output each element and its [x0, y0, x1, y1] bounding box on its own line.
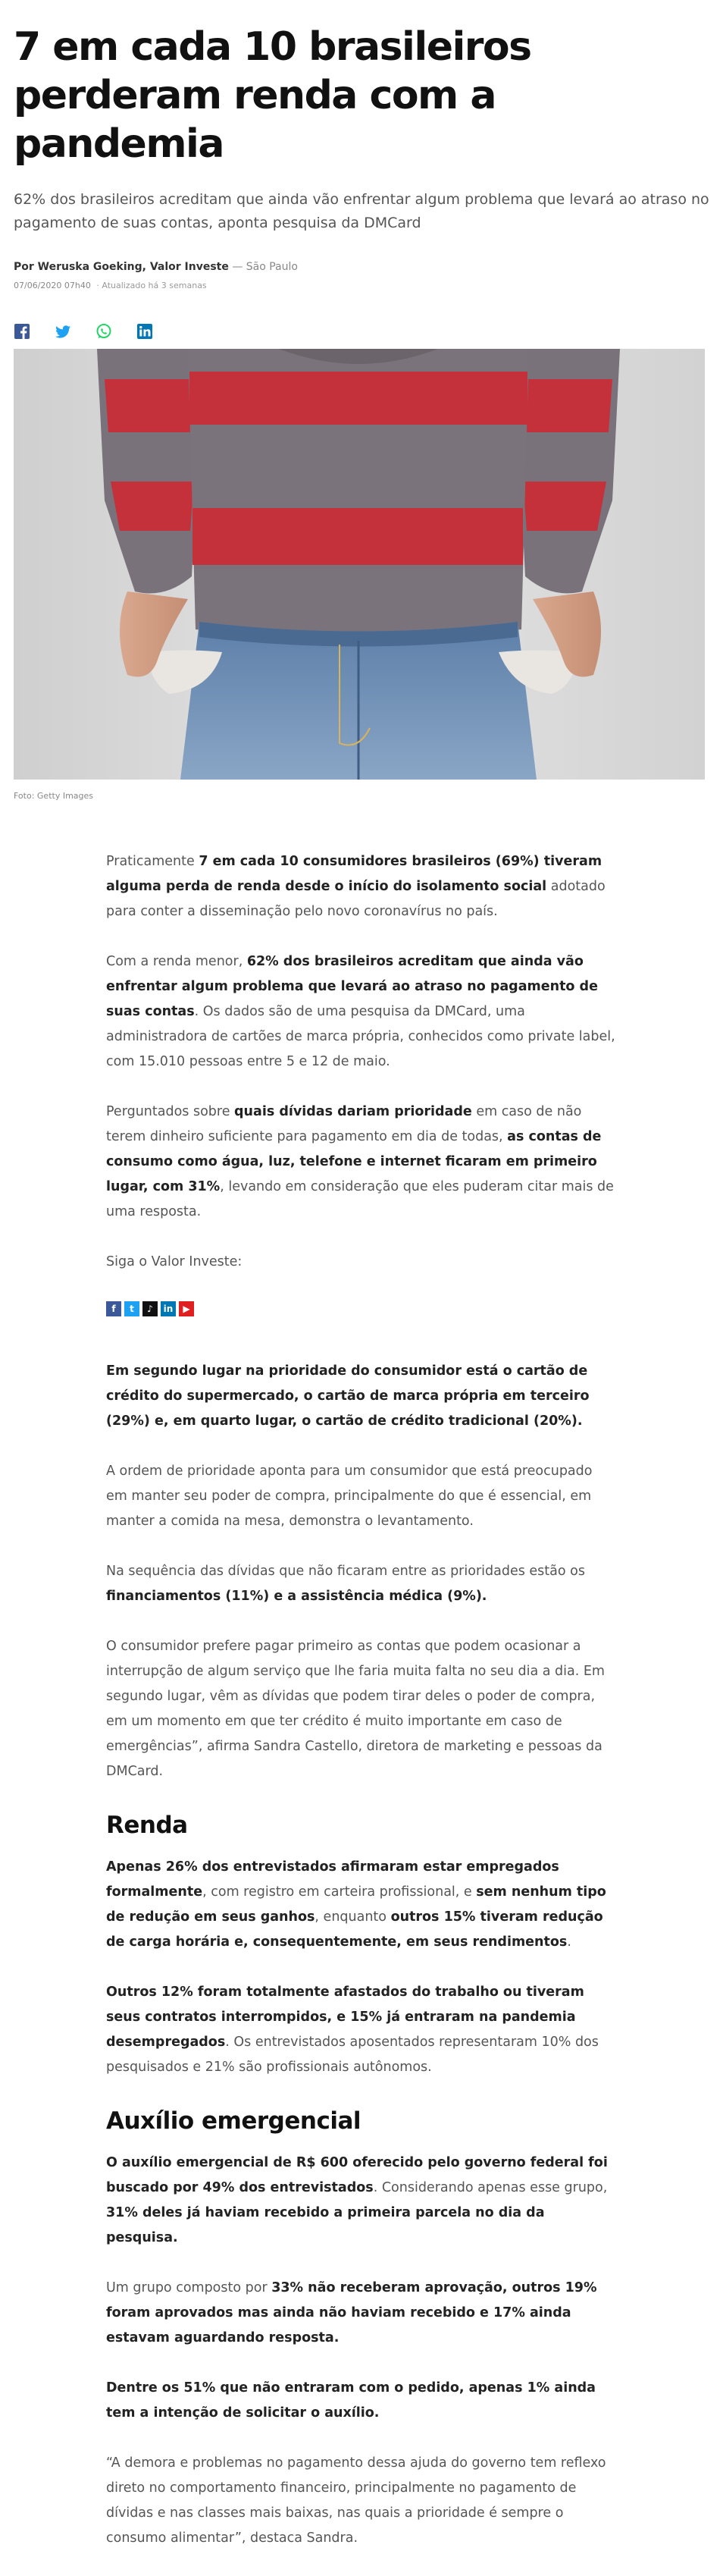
article-header — [0, 0, 723, 342]
text: . — [567, 1934, 571, 1950]
linkedin-icon[interactable]: in — [161, 1301, 176, 1316]
location: — São Paulo — [232, 261, 298, 273]
facebook-icon[interactable] — [14, 323, 30, 340]
highlight: outros 15% tiveram redução de carga horária e, consequentemente, em seus rendimentos — [106, 1909, 603, 1950]
photo-man-empty-pockets — [14, 349, 705, 780]
paragraph-1 — [106, 849, 615, 924]
highlight: financiamentos (11%) e a assistência médica (9%). — [106, 1589, 487, 1604]
twitter-icon[interactable] — [55, 323, 71, 340]
text: Um grupo composto por — [106, 2280, 272, 2295]
highlight: Outros 12% foram totalmente afastados do trabalho ou tiveram seus contratos interrompidos, e 15% já entraram na pandemia desempregados — [106, 1985, 584, 2050]
twitter-icon[interactable]: t — [124, 1301, 139, 1316]
paragraph-8 — [106, 1855, 615, 1955]
text: . Os entrevistados aposentados representaram 10% dos pesquisados e 21% são profissionais autônomos. — [106, 2035, 599, 2075]
whatsapp-icon[interactable] — [95, 323, 112, 340]
paragraph-3 — [106, 1100, 615, 1225]
tiktok-icon[interactable]: ♪ — [142, 1301, 158, 1316]
facebook-icon[interactable]: f — [106, 1301, 121, 1316]
paragraph-2 — [106, 949, 615, 1075]
article-body — [106, 849, 615, 2576]
text: Praticamente — [106, 854, 199, 869]
highlight: as contas de consumo como água, luz, telefone e internet ficaram em primeiro lugar, com 31% — [106, 1129, 602, 1194]
text: , levando em consideração que eles puderam citar mais de uma resposta. — [106, 1179, 614, 1219]
text: em caso de não terem dinheiro suficiente para pagamento em dia de todas, — [106, 1104, 582, 1144]
text: Na sequência das dívidas que não ficaram entre as prioridades estão os — [106, 1564, 585, 1579]
photo-credit: Foto: Getty Images — [14, 791, 94, 801]
youtube-icon[interactable]: ▶ — [179, 1301, 194, 1316]
byline — [14, 261, 709, 273]
follow-label: Siga o Valor Investe: — [106, 1254, 243, 1269]
highlight: O auxílio emergencial de R$ 600 oferecido pelo governo federal foi buscado por 49% dos entrevistados — [106, 2155, 608, 2195]
paragraph-12 — [106, 2376, 615, 2426]
highlight: 31% deles já haviam recebido a primeira parcela no dia da pesquisa. — [106, 2205, 545, 2245]
highlight: quais dívidas dariam prioridade — [234, 1104, 472, 1119]
highlight: 33% não receberam aprovação, outros 19% foram aprovados mas ainda não haviam recebido e 17% ainda estavam aguardando resposta. — [106, 2280, 597, 2345]
highlight: 7 em cada 10 consumidores brasileiros (69%) tiveram alguma perda de renda desde o início do isolamento social — [106, 854, 602, 894]
heading-auxilio: Auxílio emergencial — [106, 2107, 361, 2135]
highlight: Apenas 26% dos entrevistados afirmaram estar empregados formalmente — [106, 1859, 559, 1900]
share-bar — [14, 321, 709, 342]
text: Perguntados sobre — [106, 1104, 235, 1119]
heading-renda: Renda — [106, 1812, 188, 1839]
text: . Considerando apenas esse grupo, — [373, 2180, 608, 2195]
paragraph-11 — [106, 2276, 615, 2351]
highlight: sem nenhum tipo de redução em seus ganhos — [106, 1884, 606, 1925]
page-title: 7 em cada 10 brasileiros perderam renda com a pandemia — [14, 24, 531, 167]
author-link[interactable]: Por Weruska Goeking, Valor Investe — [14, 261, 229, 273]
publish-dates — [14, 281, 709, 290]
updated-date: · Atualizado há 3 semanas — [96, 281, 207, 290]
highlight: 62% dos brasileiros acreditam que ainda vão enfrentar algum problema que levará ao atraso no pagamento de suas contas — [106, 954, 598, 1019]
paragraph-4 — [106, 1359, 615, 1434]
publish-date: 07/06/2020 07h40 — [14, 281, 91, 290]
text: , enquanto — [315, 1909, 391, 1925]
highlight: Dentre os 51% que não entraram com o pedido, apenas 1% ainda tem a intenção de solicitar o auxílio. — [106, 2380, 596, 2421]
text: adotado para conter a disseminação pelo novo coronavírus no país. — [106, 879, 606, 919]
text: Com a renda menor, — [106, 954, 247, 969]
text: . Os dados são de uma pesquisa da DMCard, uma administradora de cartões de marca própria, conhecidos como private label, com 15.010 pessoas entre 5 e 12 de maio. — [106, 1004, 615, 1069]
linkedin-icon[interactable] — [136, 323, 153, 340]
follow-icons — [106, 1300, 615, 1318]
paragraph-5: A ordem de prioridade aponta para um consumidor que está preocupado em manter seu poder de compra, principalmente do que é essencial, em manter a comida na mesa, demonstra o levantamento. — [106, 1464, 593, 1529]
paragraph-7: O consumidor prefere pagar primeiro as contas que podem ocasionar a interrupção de algum serviço que lhe faria muita falta no seu dia a dia. Em segundo lugar, vêm as dívidas que podem tirar deles o poder de compra, em um momento em que ter crédito é muito importante em caso de emergências”, afirma Sandra Castello, diretora de marketing e pessoas da DMCard. — [106, 1639, 605, 1779]
paragraph-6 — [106, 1559, 615, 1609]
highlight: Em segundo lugar na prioridade do consumidor está o cartão de crédito do supermercado, o cartão de marca própria em terceiro (29%) e, em quarto lugar, o cartão de crédito tradicional (20%). — [106, 1363, 590, 1429]
article-subtitle: 62% dos brasileiros acreditam que ainda vão enfrentar algum problema que levará ao atraso no pagamento de suas contas, aponta pesquisa da DMCard — [14, 191, 709, 231]
paragraph-9 — [106, 1980, 615, 2080]
article-photo — [14, 349, 705, 780]
text: , com registro em carteira profissional, e — [202, 1884, 477, 1900]
paragraph-13: “A demora e problemas no pagamento dessa ajuda do governo tem reflexo direto no comportamento financeiro, principalmente no pagamento de dívidas e nas classes mais baixas, nas quais a prioridade é sempre o consumo alimentar”, destaca Sandra. — [106, 2455, 606, 2546]
paragraph-10 — [106, 2151, 615, 2251]
